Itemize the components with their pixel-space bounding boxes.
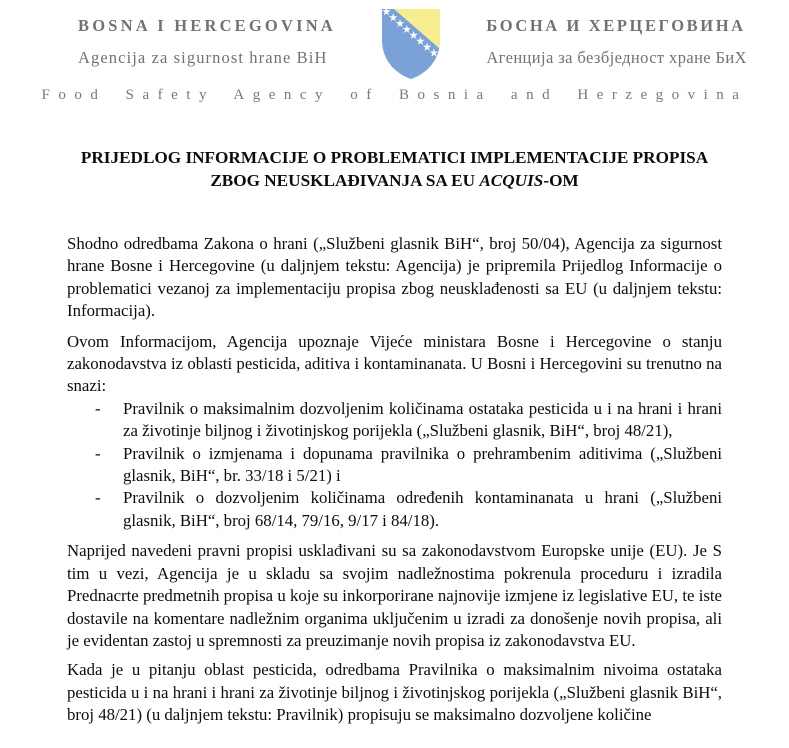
paragraph-intro: Shodno odredbama Zakona o hrani („Službeni glasnik BiH“, broj 50/04), Agencija za sigurnost hrane Bosne i Hercegovine (u daljnjem tekstu: Agencija) je pripremila Prijedlog Informacije o problematici vezanoj za implementaciju propisa zbog neusklađenosti sa EU (u daljnjem tekstu: Informacija). bbox=[67, 234, 722, 321]
list-item bbox=[67, 398, 722, 443]
title-line2-prefix: ZBOG NEUSKLAĐIVANJA SA EU bbox=[210, 171, 480, 190]
paragraph-pesticides: Kada je u pitanju oblast pesticida, odredbama Pravilnika o maksimalnim nivoima ostataka pesticida u i na hrani i hrani za životinje biljnog i životinjskog porijekla („Službeni glasnik BiH“, broj 48/21) (u daljnjem tekstu: Pravilnik) propisuju se maksimalno dozvoljene količine bbox=[67, 660, 722, 725]
paragraph-harmonization: Naprijed navedeni pravni propisi usklađivani su sa zakonodavstvom Europske unije (EU). Je S tim u vezi, Agencija je u skladu sa svojim nadležnostima pokrenula proceduru i izradila Prednacrte predmetnih propisa u koje su inkorporirane najnovije izmjene iz legislative EU, te iste dostavile na komentare nadležnim organima uključenim u izradi za donošenje novih propisa, ali je evidentan zastoj u spremnosti za preuzimanje novih propisa iz zakonodavstva EU. bbox=[67, 541, 722, 650]
regulation-list bbox=[67, 398, 722, 532]
dash-bullet-icon: - bbox=[95, 443, 101, 463]
letterhead-latin-block bbox=[78, 8, 336, 68]
country-name-latin: BOSNA I HERCEGOVINA bbox=[78, 16, 336, 35]
list-item-text: Pravilnik o izmjenama i dopunama pravilnika o prehrambenim aditivima („Službeni glasnik, BiH“, br. 33/18 i 5/21) i bbox=[123, 443, 722, 486]
list-item bbox=[67, 487, 722, 532]
document-title bbox=[60, 146, 729, 192]
dash-bullet-icon: - bbox=[95, 398, 101, 418]
document-body bbox=[67, 233, 722, 727]
agency-name-cyrillic: Агенција за безбједност хране БиХ bbox=[486, 48, 747, 67]
letterhead bbox=[0, 0, 789, 80]
document-title-line2 bbox=[60, 169, 729, 192]
list-item bbox=[67, 443, 722, 488]
country-name-cyrillic: БОСНА И ХЕРЦЕГОВИНА bbox=[486, 16, 746, 35]
title-line2-suffix: -OM bbox=[543, 171, 579, 190]
list-item-text: Pravilnik o maksimalnim dozvoljenim količinama ostataka pesticida u i na hrani i hrani za životinje biljnog i životinjskog porijekla („Službeni glasnik, BiH“, broj 48/21), bbox=[123, 398, 722, 441]
dash-bullet-icon: - bbox=[95, 488, 101, 508]
letterhead-cyrillic-block bbox=[486, 8, 747, 68]
title-line2-acquis-italic: ACQUIS bbox=[479, 171, 544, 190]
document-title-line1: PRIJEDLOG INFORMACIJE O PROBLEMATICI IMPLEMENTACIJE PROPISA bbox=[80, 148, 709, 167]
bih-coat-of-arms-icon bbox=[378, 8, 444, 80]
paragraph-legislation-status: Ovom Informacijom, Agencija upoznaje Vijeće ministara Bosne i Hercegovine o stanju zakonodavstva iz oblasti pesticida, aditiva i kontaminanata. U Bosni i Hercegovini su trenutno na snazi: bbox=[67, 331, 722, 396]
agency-name-english-banner: Food Safety Agency of Bosnia and Herzegovina bbox=[41, 87, 748, 103]
list-item-text: Pravilnik o dozvoljenim količinama određenih kontaminanata u hrani („Službeni glasnik, BiH“, broj 68/14, 79/16, 9/17 i 84/18). bbox=[123, 488, 722, 530]
agency-name-latin: Agencija za sigurnost hrane BiH bbox=[78, 48, 328, 67]
